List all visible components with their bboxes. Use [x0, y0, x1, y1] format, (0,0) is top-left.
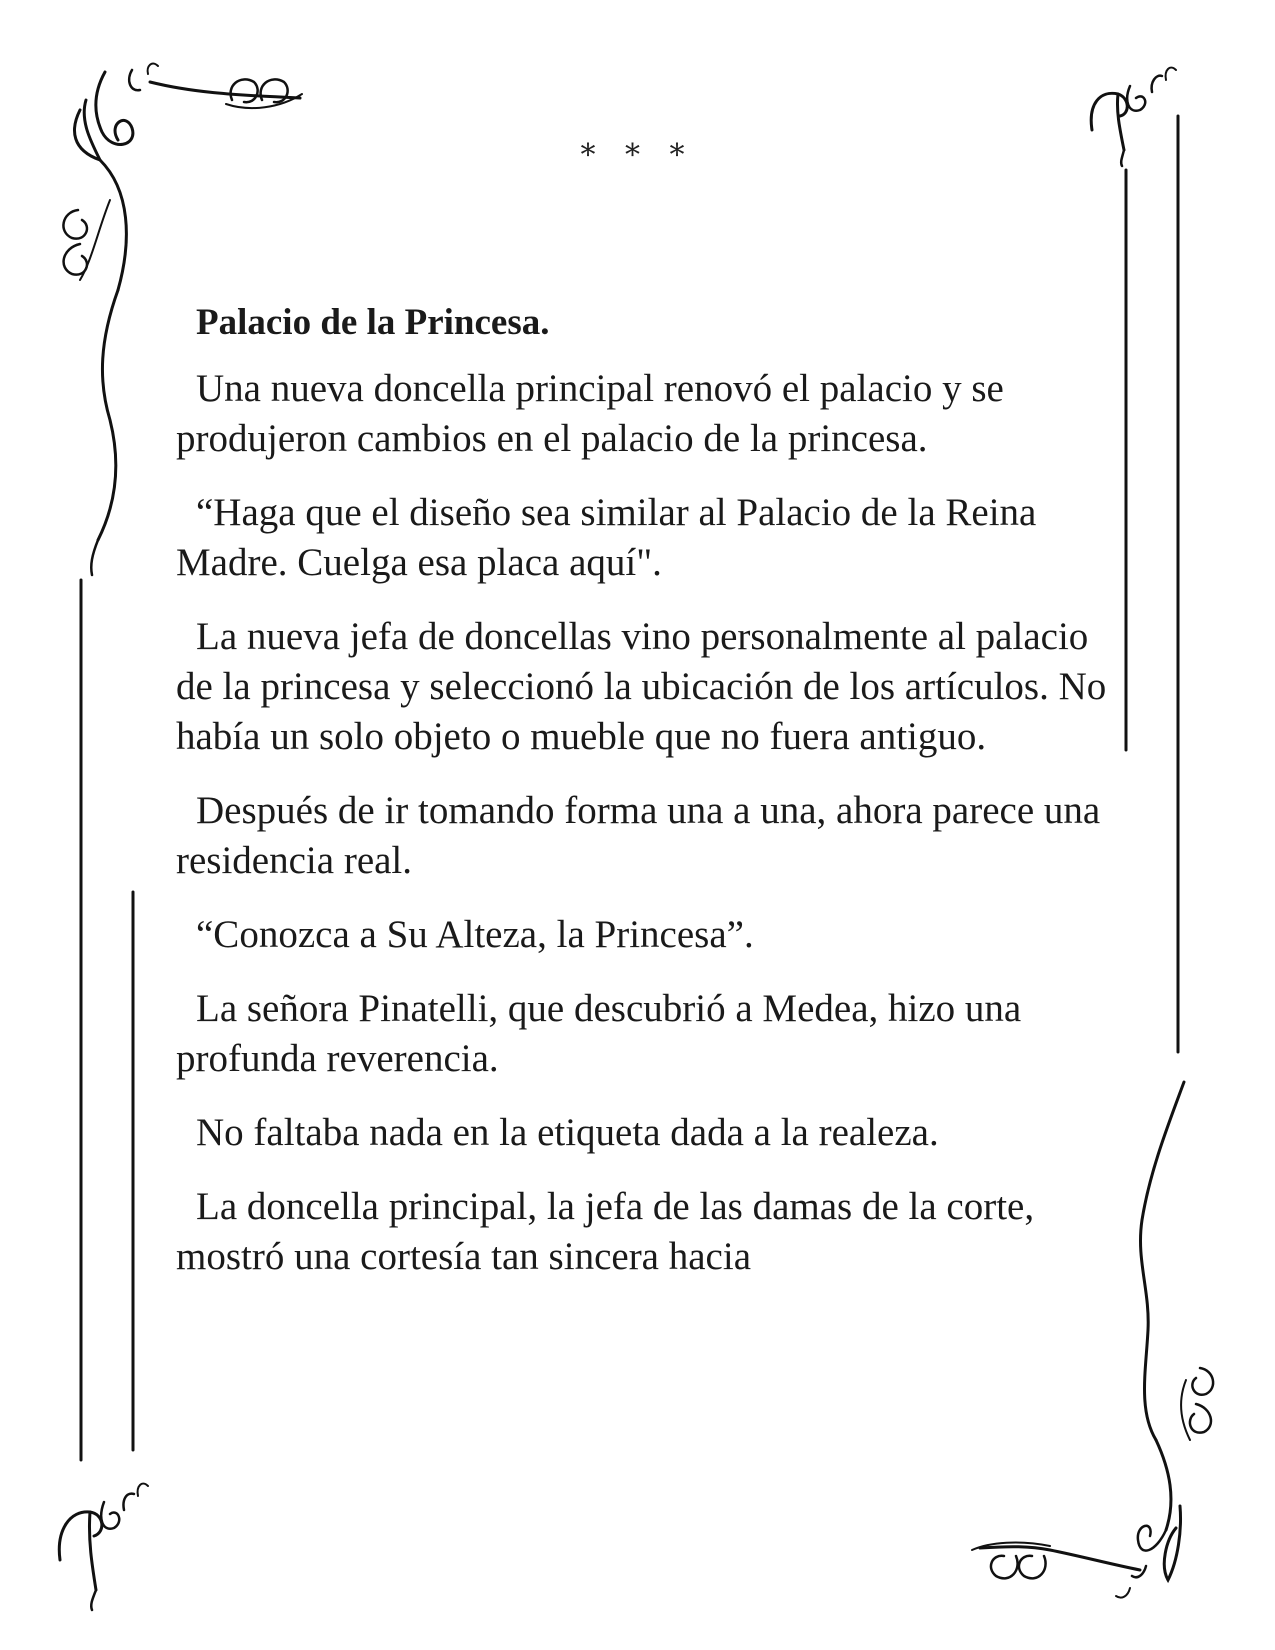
- scene-separator: * * *: [580, 138, 695, 173]
- flourish-bottom-left: [59, 1484, 148, 1610]
- paragraph: Una nueva doncella principal renovó el palacio y se produjeron cambios en el palacio de la princesa.: [176, 367, 1004, 460]
- paragraph: “Haga que el diseño sea similar al Palacio de la Reina Madre. Cuelga esa placa aquí".: [176, 491, 1037, 584]
- paragraph: La doncella principal, la jefa de las damas de la corte, mostró una cortesía tan sincera hacia: [176, 1185, 1035, 1278]
- section-heading: Palacio de la Princesa.: [196, 302, 550, 343]
- paragraph: Después de ir tomando forma una a una, ahora parece una residencia real.: [176, 789, 1101, 882]
- paragraph: La señora Pinatelli, que descubrió a Medea, hizo una profunda reverencia.: [176, 987, 1022, 1080]
- body-text: [176, 298, 1111, 1306]
- paragraph: “Conozca a Su Alteza, la Princesa”.: [196, 913, 754, 956]
- paragraph: No faltaba nada en la etiqueta dada a la realeza.: [196, 1111, 939, 1154]
- paragraph: La nueva jefa de doncellas vino personalmente al palacio de la princesa y seleccionó la ubicación de los artículos. No había un solo objeto o mueble que no fuera antiguo.: [176, 615, 1107, 758]
